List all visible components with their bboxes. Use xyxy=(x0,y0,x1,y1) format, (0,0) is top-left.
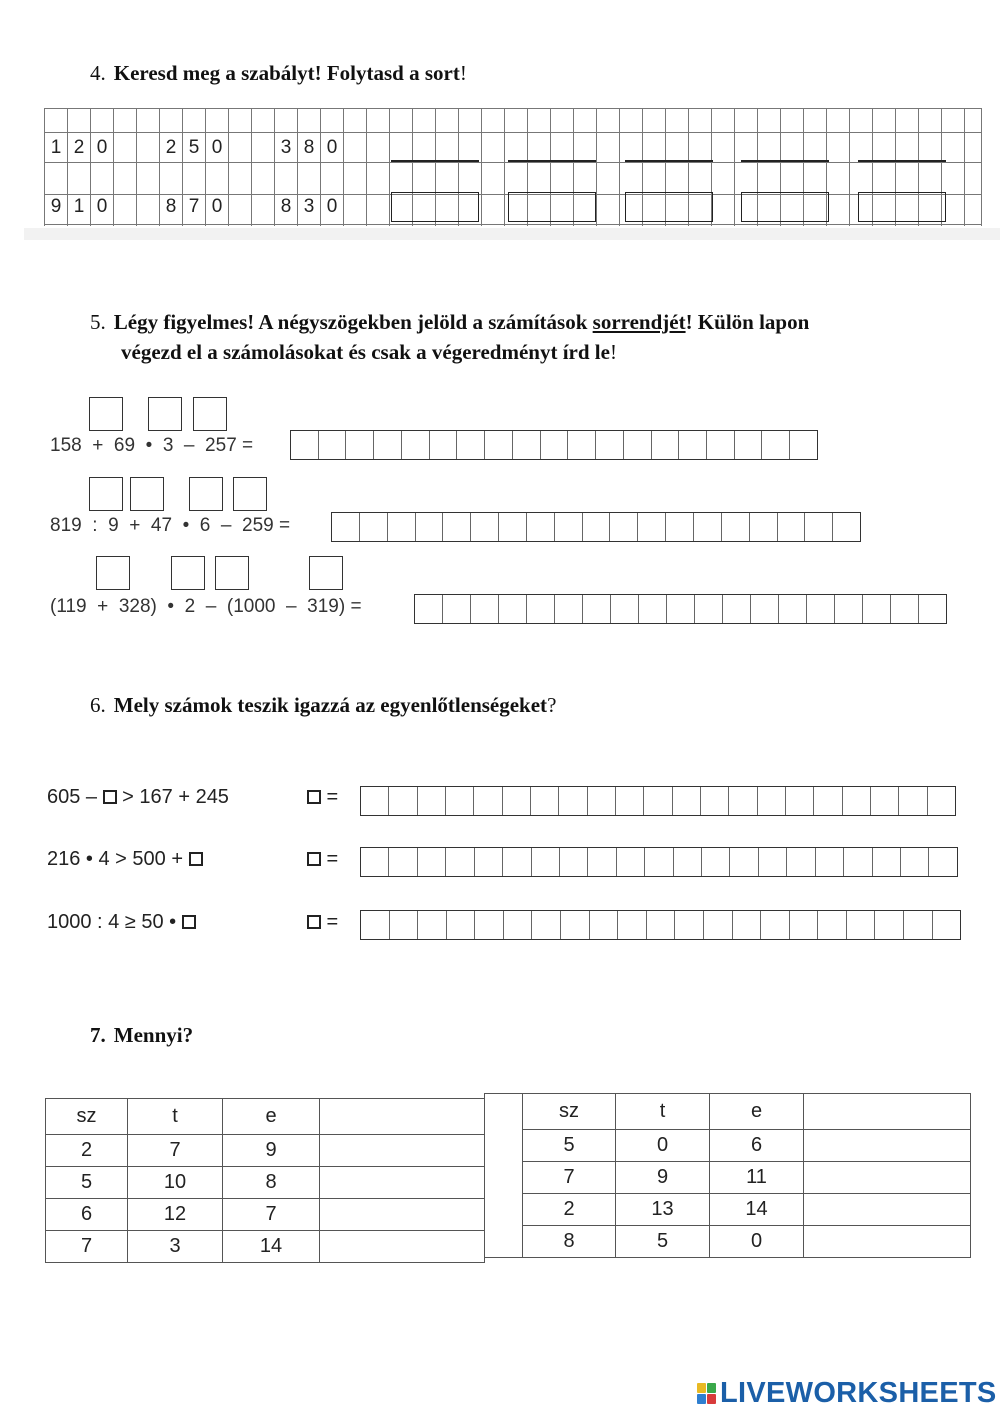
square-placeholder-icon xyxy=(189,852,203,866)
answer-cell[interactable] xyxy=(666,513,694,541)
sequence-digit: 2 xyxy=(73,137,85,158)
spacer-cell xyxy=(485,1094,523,1258)
answer-cell[interactable] xyxy=(319,431,347,459)
answer-cell[interactable] xyxy=(561,911,590,939)
inequality-3: 1000 : 4 ≥ 50 • xyxy=(47,909,196,935)
result-header-cell xyxy=(804,1094,971,1130)
answer-cell[interactable] xyxy=(875,911,904,939)
answer-cell[interactable] xyxy=(804,1130,971,1162)
answer-cell[interactable] xyxy=(899,787,927,815)
answer-cell[interactable] xyxy=(778,513,806,541)
table-row: 5 0 6 xyxy=(485,1130,971,1162)
grid-line xyxy=(849,108,850,226)
answer-cell[interactable] xyxy=(611,595,639,623)
answer-cell[interactable] xyxy=(790,911,819,939)
grid-line xyxy=(596,108,597,226)
blank-answer-box[interactable] xyxy=(625,192,713,222)
answer-cell[interactable] xyxy=(679,431,707,459)
answer-cell[interactable] xyxy=(443,513,471,541)
scan-shadow xyxy=(24,228,1000,240)
sequence-digit: 1 xyxy=(73,196,85,217)
answer-cell[interactable] xyxy=(804,1162,971,1194)
grid-line xyxy=(481,108,482,226)
sequence-digit: 1 xyxy=(50,137,62,158)
answer-cell[interactable] xyxy=(816,848,844,876)
table-row: 2 7 9 xyxy=(46,1135,485,1167)
answer-cell[interactable] xyxy=(504,911,533,939)
answer-cell[interactable] xyxy=(527,513,555,541)
expression-1: 158 + 69 • 3 – 257 = xyxy=(50,435,254,456)
answer-cell[interactable] xyxy=(430,431,458,459)
answer-cell[interactable] xyxy=(804,1194,971,1226)
answer-cell[interactable] xyxy=(388,513,416,541)
answer-cell[interactable] xyxy=(805,513,833,541)
answer-cell[interactable] xyxy=(873,848,901,876)
square-placeholder-icon xyxy=(182,915,196,929)
grid-line xyxy=(228,108,229,226)
answer-cell[interactable] xyxy=(559,787,587,815)
answer-cell[interactable] xyxy=(647,911,676,939)
answer-cell[interactable] xyxy=(904,911,933,939)
table-row: 7 3 14 xyxy=(46,1231,485,1263)
answer-cell[interactable] xyxy=(361,787,389,815)
answer-cell[interactable] xyxy=(499,595,527,623)
blank-answer-box[interactable] xyxy=(858,192,946,222)
result-header-cell xyxy=(320,1099,485,1135)
answer-cell[interactable] xyxy=(624,431,652,459)
answer-cell[interactable] xyxy=(929,848,956,876)
answer-cell[interactable] xyxy=(804,1226,971,1258)
blank-underline[interactable] xyxy=(625,160,713,162)
table-row: 5 10 8 xyxy=(46,1167,485,1199)
answer-cell[interactable] xyxy=(390,911,419,939)
sequence-digit: 8 xyxy=(280,196,292,217)
grid-line xyxy=(734,108,735,226)
order-box[interactable] xyxy=(233,477,267,511)
answer-cell[interactable] xyxy=(730,848,758,876)
answer-cell[interactable] xyxy=(527,595,555,623)
answer-cell[interactable] xyxy=(701,787,729,815)
answer-cell[interactable] xyxy=(590,911,619,939)
sequence-digit: 8 xyxy=(303,137,315,158)
sequence-digit: 2 xyxy=(165,137,177,158)
answer-cell[interactable] xyxy=(667,595,695,623)
answer-cell[interactable] xyxy=(513,431,541,459)
answer-cell[interactable] xyxy=(847,911,876,939)
answer-cell[interactable] xyxy=(750,513,778,541)
answer-cell[interactable] xyxy=(474,787,502,815)
answer-cell[interactable] xyxy=(735,431,763,459)
answer-cell[interactable] xyxy=(733,911,762,939)
answer-cell[interactable] xyxy=(618,911,647,939)
answer-cell[interactable] xyxy=(415,595,443,623)
header-tens: t xyxy=(616,1094,710,1130)
blank-underline[interactable] xyxy=(391,160,479,162)
answer-boxes-ineq-2[interactable] xyxy=(360,847,958,877)
answer-cell[interactable] xyxy=(814,787,842,815)
answer-label-1: = xyxy=(307,784,338,810)
answer-cell[interactable] xyxy=(485,431,513,459)
expression-2: 819 : 9 + 47 • 6 – 259 = xyxy=(50,515,291,536)
grid-line xyxy=(136,108,137,226)
answer-boxes-1[interactable] xyxy=(290,430,818,460)
sequence-digit: 0 xyxy=(326,196,338,217)
answer-cell[interactable] xyxy=(588,787,616,815)
answer-cell[interactable] xyxy=(532,911,561,939)
answer-label-2: = xyxy=(307,846,338,872)
answer-cell[interactable] xyxy=(652,431,680,459)
answer-cell[interactable] xyxy=(863,595,891,623)
order-box[interactable] xyxy=(148,397,182,431)
sequence-digit: 0 xyxy=(96,137,108,158)
answer-cell[interactable] xyxy=(471,513,499,541)
answer-cell[interactable] xyxy=(555,513,583,541)
sequence-digit: 3 xyxy=(303,196,315,217)
answer-cell[interactable] xyxy=(320,1199,485,1231)
answer-cell[interactable] xyxy=(541,431,569,459)
order-box[interactable] xyxy=(89,397,123,431)
answer-cell[interactable] xyxy=(818,911,847,939)
blank-answer-box[interactable] xyxy=(391,192,479,222)
answer-cell[interactable] xyxy=(443,595,471,623)
answer-cell[interactable] xyxy=(418,911,447,939)
header-tens: t xyxy=(128,1099,223,1135)
answer-cell[interactable] xyxy=(389,787,417,815)
answer-cell[interactable] xyxy=(835,595,863,623)
blank-underline[interactable] xyxy=(508,160,596,162)
answer-cell[interactable] xyxy=(532,848,560,876)
answer-boxes-3[interactable] xyxy=(414,594,947,624)
answer-cell[interactable] xyxy=(644,787,672,815)
answer-cell[interactable] xyxy=(901,848,929,876)
answer-cell[interactable] xyxy=(786,787,814,815)
header-ones: e xyxy=(710,1094,804,1130)
answer-cell[interactable] xyxy=(639,595,667,623)
table-row: 2 13 14 xyxy=(485,1194,971,1226)
expression-3: (119 + 328) • 2 – (1000 – 319) = xyxy=(50,596,362,617)
liveworksheets-brand: LIVEWORKSHEETS xyxy=(720,1376,997,1409)
order-box[interactable] xyxy=(89,477,123,511)
square-placeholder-icon xyxy=(103,790,117,804)
answer-cell[interactable] xyxy=(568,431,596,459)
order-box[interactable] xyxy=(189,477,223,511)
sequence-digit: 7 xyxy=(188,196,200,217)
answer-cell[interactable] xyxy=(707,431,735,459)
answer-cell[interactable] xyxy=(503,848,531,876)
grid-line xyxy=(44,108,982,109)
answer-cell[interactable] xyxy=(499,513,527,541)
liveworksheets-logo[interactable] xyxy=(697,1376,997,1410)
answer-cell[interactable] xyxy=(722,513,750,541)
sequence-digit: 0 xyxy=(211,137,223,158)
table-row: 7 9 11 xyxy=(485,1162,971,1194)
answer-cell[interactable] xyxy=(844,848,872,876)
sequence-digit: 0 xyxy=(326,137,338,158)
order-box[interactable] xyxy=(309,556,343,590)
task5-title-line2: végezd el a számolásokat és csak a végeredményt írd le! xyxy=(121,340,617,364)
answer-cell[interactable] xyxy=(723,595,751,623)
answer-label-3: = xyxy=(307,909,338,935)
answer-cell[interactable] xyxy=(320,1167,485,1199)
answer-cell[interactable] xyxy=(402,431,430,459)
answer-cell[interactable] xyxy=(843,787,871,815)
place-value-table-left xyxy=(45,1098,485,1263)
answer-cell[interactable] xyxy=(759,848,787,876)
square-placeholder-icon xyxy=(307,915,321,929)
grid-line xyxy=(44,132,982,133)
square-placeholder-icon xyxy=(307,852,321,866)
grid-line xyxy=(44,162,982,163)
grid-line xyxy=(619,108,620,226)
sequence-digit: 0 xyxy=(211,196,223,217)
answer-cell[interactable] xyxy=(610,513,638,541)
place-value-table-right xyxy=(484,1093,971,1258)
grid-line xyxy=(504,108,505,226)
answer-cell[interactable] xyxy=(588,848,616,876)
inequality-1: 605 – > 167 + 245 xyxy=(47,786,229,808)
answer-cell[interactable] xyxy=(833,513,860,541)
answer-cell[interactable] xyxy=(790,431,817,459)
header-hundreds: sz xyxy=(46,1099,128,1135)
answer-cell[interactable] xyxy=(475,911,504,939)
answer-cell[interactable] xyxy=(418,787,446,815)
sequence-digit: 8 xyxy=(165,196,177,217)
blank-underline[interactable] xyxy=(741,160,829,162)
answer-cell[interactable] xyxy=(471,595,499,623)
order-box[interactable] xyxy=(96,556,130,590)
table-row: 6 12 7 xyxy=(46,1199,485,1231)
answer-cell[interactable] xyxy=(374,431,402,459)
blank-answer-box[interactable] xyxy=(741,192,829,222)
answer-cell[interactable] xyxy=(616,787,644,815)
table-header-row xyxy=(485,1094,971,1130)
answer-cell[interactable] xyxy=(673,787,701,815)
sequence-digit: 5 xyxy=(188,137,200,158)
grid-line xyxy=(981,108,982,226)
task7-title: 7. Mennyi? xyxy=(90,1023,194,1047)
answer-cell[interactable] xyxy=(555,595,583,623)
answer-cell[interactable] xyxy=(361,911,390,939)
task5-title: 5. Légy figyelmes! A négyszögekben jelöld a számítások sorrendjét! Külön lapon xyxy=(90,310,810,334)
answer-cell[interactable] xyxy=(694,513,722,541)
answer-cell[interactable] xyxy=(583,595,611,623)
answer-cell[interactable] xyxy=(475,848,503,876)
answer-cell[interactable] xyxy=(751,595,779,623)
answer-cell[interactable] xyxy=(933,911,961,939)
answer-cell[interactable] xyxy=(457,431,485,459)
answer-cell[interactable] xyxy=(762,431,790,459)
answer-boxes-ineq-1[interactable] xyxy=(360,786,956,816)
answer-cell[interactable] xyxy=(645,848,673,876)
table-header-row xyxy=(46,1099,485,1135)
answer-boxes-ineq-3[interactable] xyxy=(360,910,961,940)
answer-cell[interactable] xyxy=(418,848,446,876)
sequence-digit: 3 xyxy=(280,137,292,158)
answer-cell[interactable] xyxy=(787,848,815,876)
answer-cell[interactable] xyxy=(531,787,559,815)
blank-answer-box[interactable] xyxy=(508,192,596,222)
answer-cell[interactable] xyxy=(446,787,474,815)
sequence-digit: 9 xyxy=(50,196,62,217)
grid-line xyxy=(366,108,367,226)
liveworksheets-mark-icon xyxy=(697,1383,716,1404)
answer-cell[interactable] xyxy=(320,1231,485,1263)
grid-line xyxy=(964,108,965,226)
grid-line xyxy=(44,224,982,225)
sequence-digit: 0 xyxy=(96,196,108,217)
answer-cell[interactable] xyxy=(702,848,730,876)
answer-cell[interactable] xyxy=(695,595,723,623)
answer-cell[interactable] xyxy=(447,911,476,939)
answer-boxes-2[interactable] xyxy=(331,512,861,542)
answer-cell[interactable] xyxy=(332,513,360,541)
blank-underline[interactable] xyxy=(858,160,946,162)
answer-cell[interactable] xyxy=(675,911,704,939)
answer-cell[interactable] xyxy=(704,911,733,939)
task6-title: 6. Mely számok teszik igazzá az egyenlőtlenségeket? xyxy=(90,693,557,717)
answer-cell[interactable] xyxy=(446,848,474,876)
grid-line xyxy=(343,108,344,226)
order-box[interactable] xyxy=(193,397,227,431)
answer-cell[interactable] xyxy=(928,787,955,815)
answer-cell[interactable] xyxy=(807,595,835,623)
answer-cell[interactable] xyxy=(779,595,807,623)
task4-title: 4. Keresd meg a szabályt! Folytasd a sort! xyxy=(90,61,467,85)
inequality-2: 216 • 4 > 500 + xyxy=(47,846,203,872)
answer-cell[interactable] xyxy=(891,595,919,623)
order-box[interactable] xyxy=(171,556,205,590)
answer-cell[interactable] xyxy=(291,431,319,459)
answer-cell[interactable] xyxy=(638,513,666,541)
answer-cell[interactable] xyxy=(320,1135,485,1167)
answer-cell[interactable] xyxy=(871,787,899,815)
header-hundreds: sz xyxy=(523,1094,616,1130)
order-box[interactable] xyxy=(130,477,164,511)
answer-cell[interactable] xyxy=(360,513,388,541)
square-placeholder-icon xyxy=(307,790,321,804)
answer-cell[interactable] xyxy=(617,848,645,876)
order-box[interactable] xyxy=(215,556,249,590)
answer-cell[interactable] xyxy=(416,513,444,541)
answer-cell[interactable] xyxy=(361,848,389,876)
answer-cell[interactable] xyxy=(674,848,702,876)
sequence-grid xyxy=(44,108,982,226)
answer-cell[interactable] xyxy=(758,787,786,815)
answer-cell[interactable] xyxy=(560,848,588,876)
answer-cell[interactable] xyxy=(346,431,374,459)
table-row: 8 5 0 xyxy=(485,1226,971,1258)
header-ones: e xyxy=(223,1099,320,1135)
answer-cell[interactable] xyxy=(503,787,531,815)
answer-cell[interactable] xyxy=(919,595,946,623)
answer-cell[interactable] xyxy=(761,911,790,939)
answer-cell[interactable] xyxy=(583,513,611,541)
grid-line xyxy=(251,108,252,226)
answer-cell[interactable] xyxy=(596,431,624,459)
grid-line xyxy=(113,108,114,226)
answer-cell[interactable] xyxy=(729,787,757,815)
answer-cell[interactable] xyxy=(389,848,417,876)
